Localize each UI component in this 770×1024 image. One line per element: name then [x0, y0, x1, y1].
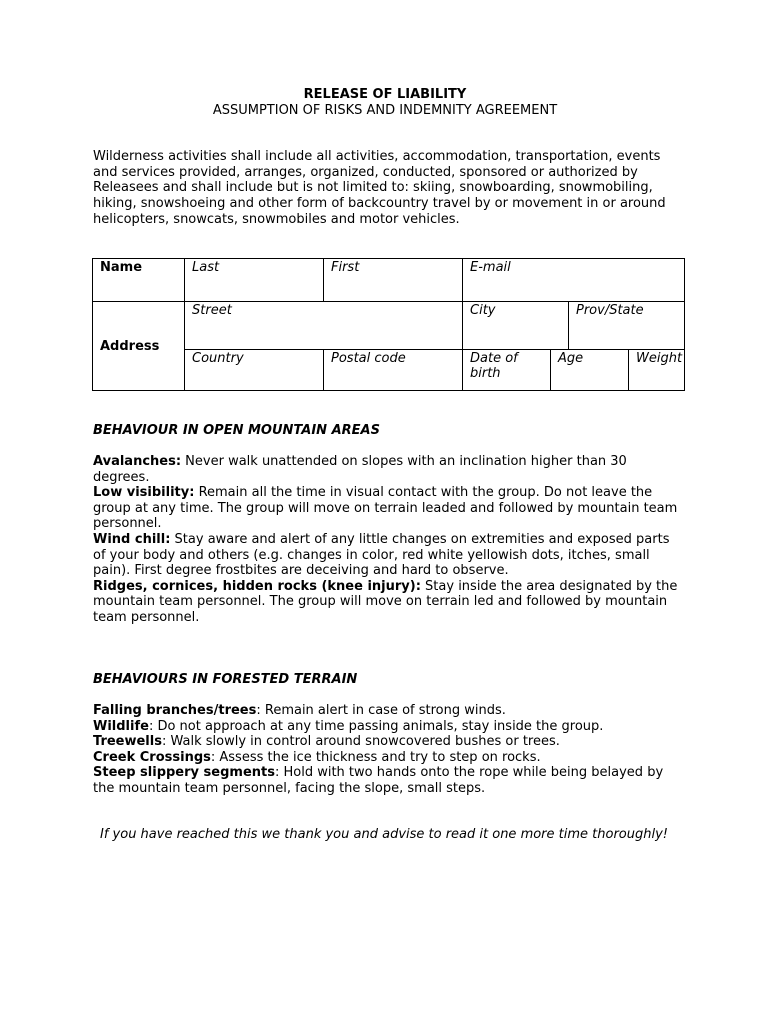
- forested-terrain-rules: [93, 703, 683, 797]
- prov-state-field[interactable]: Prov/State: [569, 302, 685, 350]
- rule-text: : Assess the ice thickness and try to step on rocks.: [210, 749, 541, 765]
- rule-term: Wildlife: [93, 718, 149, 734]
- rule-term: Wind chill:: [93, 531, 171, 547]
- rule-term: Treewells: [93, 734, 162, 750]
- rule-text: : Walk slowly in control around snowcovered bushes or trees.: [161, 734, 560, 750]
- rule-text: Stay aware and alert of any little changes on extremities and exposed parts of your body and others (e.g. changes in color, red white yellowish dots, itches, small pain). First degree frostbites are deceiving and hard to observe.: [93, 531, 670, 579]
- weight-field[interactable]: Weight: [629, 350, 685, 391]
- age-field[interactable]: Age: [551, 350, 629, 391]
- section-heading-forested-terrain: BEHAVIOURS IN FORESTED TERRAIN: [93, 672, 358, 687]
- last-name-field[interactable]: Last: [185, 259, 324, 302]
- intro-paragraph: Wilderness activities shall include all activities, accommodation, transportation, events and services provided, arranges, organized, conducted, sponsored or authorized by Releasees and shall include but is not limited to: skiing, snowboarding, snowmobiling, hiking, snowshoeing and other form of backcountry travel by or movement in or around helicopters, snowcats, snowmobiles and motor vehicles.: [93, 149, 666, 227]
- rule-term: Low visibility:: [93, 485, 195, 501]
- rule-term: Steep slippery segments: [93, 765, 275, 781]
- rule-term: Avalanches:: [93, 454, 182, 469]
- first-name-field[interactable]: First: [324, 259, 463, 302]
- rule-text: : Hold with two hands onto the rope while being belayed by the mountain team personnel, facing the slope, small steps.: [93, 765, 664, 796]
- rule-term: Creek Crossings: [93, 749, 211, 765]
- postal-code-field[interactable]: Postal code: [324, 350, 463, 391]
- rule-text: Stay inside the area designated by the mountain team personnel. The group will move on terrain led and followed by mountain team personnel.: [93, 578, 678, 625]
- closing-note: If you have reached this we thank you and advise to read it one more time thoroughly!: [100, 827, 668, 842]
- document-subtitle: ASSUMPTION OF RISKS AND INDEMNITY AGREEMENT: [212, 103, 558, 118]
- city-field[interactable]: City: [463, 302, 569, 350]
- dob-label-line2: birth: [470, 366, 501, 381]
- email-field[interactable]: E-mail: [463, 259, 685, 302]
- open-mountain-rules: [93, 454, 683, 626]
- rule-text: : Do not approach at any time passing animals, stay inside the group.: [148, 718, 604, 734]
- name-label: Name: [93, 259, 185, 302]
- participant-form-table: [92, 258, 685, 391]
- date-of-birth-field[interactable]: [463, 350, 551, 391]
- rule-text: Never walk unattended on slopes with an inclination higher than 30 degrees.: [93, 454, 627, 485]
- rule-text: : Remain alert in case of strong winds.: [256, 703, 506, 718]
- rule-term: Ridges, cornices, hidden rocks (knee injury):: [93, 578, 421, 594]
- address-label: Address: [93, 302, 185, 391]
- rule-text: Remain all the time in visual contact with the group. Do not leave the group at any time. The group will move on terrain leaded and followed by mountain team personnel.: [93, 485, 678, 532]
- document-title: RELEASE OF LIABILITY: [303, 87, 467, 102]
- dob-label-line1: Date of: [470, 351, 518, 366]
- section-heading-open-mountain: BEHAVIOUR IN OPEN MOUNTAIN AREAS: [93, 423, 380, 438]
- rule-term: Falling branches/trees: [93, 703, 257, 718]
- street-field[interactable]: Street: [185, 302, 463, 350]
- country-field[interactable]: Country: [185, 350, 324, 391]
